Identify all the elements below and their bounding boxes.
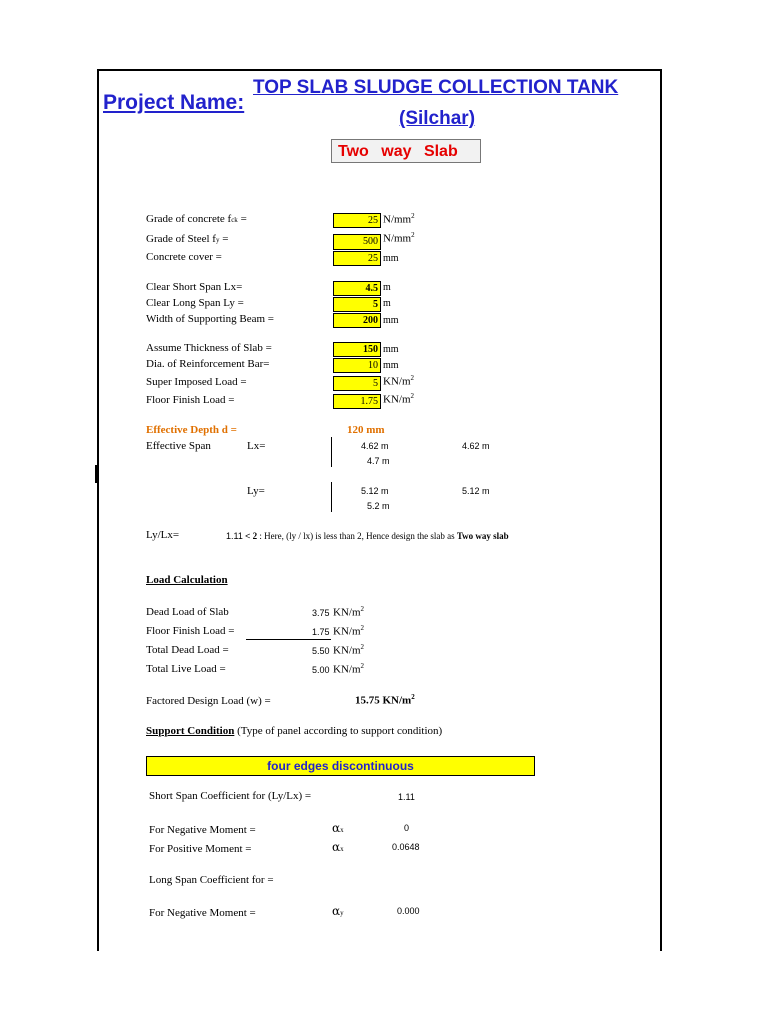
pos-moment-x-label: For Positive Moment = <box>149 843 252 855</box>
ratio-statement: 1.11 < 2 : Here, (ly / lx) is less than 2, Hence design the slab as Two way slab <box>226 531 509 541</box>
super-imposed-load-value[interactable]: 5 <box>333 376 381 391</box>
lx-value-final: 4.62 m <box>462 441 490 451</box>
super-imposed-load-unit: $KN/m^2$ <box>383 374 414 388</box>
neg-moment-y-value: 0.000 <box>397 906 420 916</box>
effective-span-label: Effective Span <box>146 440 211 452</box>
effective-span-lx-label: Lx= <box>247 440 266 452</box>
beam-width-value[interactable]: 200 <box>333 313 381 328</box>
bar-dia-unit: mm <box>383 360 399 371</box>
long-span-coeff-label: Long Span Coefficient for = <box>149 874 274 886</box>
alpha-x-neg: αx <box>332 821 344 835</box>
total-live-load-label: Total Live Load = <box>146 663 226 675</box>
clear-short-span-unit: m <box>383 282 391 293</box>
effective-depth-value: 120 mm <box>347 424 385 436</box>
floor-finish-load-label: Floor Finish Load = <box>146 394 235 406</box>
short-span-coeff-value: 1.11 <box>398 792 415 802</box>
short-span-coeff-label: Short Span Coefficient for (Ly/Lx) = <box>149 790 312 802</box>
pos-moment-x-value: 0.0648 <box>392 842 420 852</box>
concrete-cover-label: Concrete cover = <box>146 251 222 263</box>
alpha-y-neg: αy <box>332 904 344 918</box>
grade-concrete-label: Grade of concrete fck = <box>146 213 247 225</box>
clear-short-span-label: Clear Short Span Lx= <box>146 281 243 293</box>
slab-thickness-value[interactable]: 150 <box>333 342 381 357</box>
ly-divider <box>331 482 332 512</box>
neg-moment-x-value: 0 <box>404 823 410 833</box>
clear-long-span-unit: m <box>383 298 391 309</box>
neg-moment-x-label: For Negative Moment = <box>149 824 256 836</box>
neg-moment-y-label: For Negative Moment = <box>149 907 256 919</box>
floor-finish-row-label: Floor Finish Load = <box>146 625 235 637</box>
dead-load-value: 3.75 <box>312 608 330 618</box>
dead-load-unit: $KN/m^2$ <box>333 605 364 619</box>
dead-load-label: Dead Load of Slab <box>146 606 229 618</box>
total-dead-load-unit: $KN/m^2$ <box>333 643 364 657</box>
support-condition-heading: Support Condition (Type of panel according to support condition) <box>146 725 443 737</box>
project-title-line2: (Silchar) <box>399 108 476 129</box>
floor-finish-load-unit: $KN/m^2$ <box>383 392 414 406</box>
grade-concrete-value[interactable]: 25 <box>333 213 381 228</box>
lx-divider <box>331 437 332 467</box>
clear-short-span-value[interactable]: 4.5 <box>333 281 381 296</box>
grade-steel-unit: $N/mm^2$ <box>383 231 415 245</box>
total-dead-load-label: Total Dead Load = <box>146 644 229 656</box>
grade-concrete-unit: $N/mm^2$ <box>383 212 415 226</box>
project-title-line1: TOP SLAB SLUDGE COLLECTION TANK <box>253 77 619 98</box>
bar-dia-value[interactable]: 10 <box>333 358 381 373</box>
alpha-x-pos: αx <box>332 840 344 854</box>
grade-steel-value[interactable]: 500 <box>333 234 381 250</box>
slab-thickness-unit: mm <box>383 344 399 355</box>
ly-value-1: 5.12 m <box>361 486 389 496</box>
clear-long-span-label: Clear Long Span Ly = <box>146 297 244 309</box>
floor-finish-row-value: 1.75 <box>312 627 330 637</box>
ratio-label: Ly/Lx= <box>146 529 180 541</box>
grade-steel-label: Grade of Steel fy = <box>146 233 229 245</box>
frame-tick <box>95 465 98 483</box>
total-live-load-value: 5.00 <box>312 665 330 675</box>
slab-thickness-label: Assume Thickness of Slab = <box>146 342 272 354</box>
super-imposed-load-label: Super Imposed Load = <box>146 376 247 388</box>
lx-value-2: 4.7 m <box>367 456 390 466</box>
lx-value-1: 4.62 m <box>361 441 389 451</box>
concrete-cover-value[interactable]: 25 <box>333 251 381 266</box>
beam-width-label: Width of Supporting Beam = <box>146 313 274 325</box>
total-dead-load-value: 5.50 <box>312 646 330 656</box>
ly-value-final: 5.12 m <box>462 486 490 496</box>
clear-long-span-value[interactable]: 5 <box>333 297 381 312</box>
support-condition-box[interactable]: four edges discontinuous <box>146 756 535 776</box>
effective-span-ly-label: Ly= <box>247 485 265 497</box>
factored-load-label: Factored Design Load (w) = <box>146 695 271 707</box>
slab-type-box: Two way Slab <box>331 139 481 163</box>
beam-width-unit: mm <box>383 315 399 326</box>
total-live-load-unit: $KN/m^2$ <box>333 662 364 676</box>
concrete-cover-unit: mm <box>383 253 399 264</box>
factored-load-value: 15.75 $KN/m^2$ <box>355 693 415 707</box>
ly-value-2: 5.2 m <box>367 501 390 511</box>
effective-depth-label: Effective Depth d = <box>146 424 237 436</box>
bar-dia-label: Dia. of Reinforcement Bar= <box>146 358 270 370</box>
floor-finish-row-unit: $KN/m^2$ <box>333 624 364 638</box>
sum-line <box>246 639 331 640</box>
floor-finish-load-value[interactable]: 1.75 <box>333 394 381 409</box>
load-calculation-heading: Load Calculation <box>146 574 228 586</box>
project-name-label: Project Name: <box>103 91 245 114</box>
